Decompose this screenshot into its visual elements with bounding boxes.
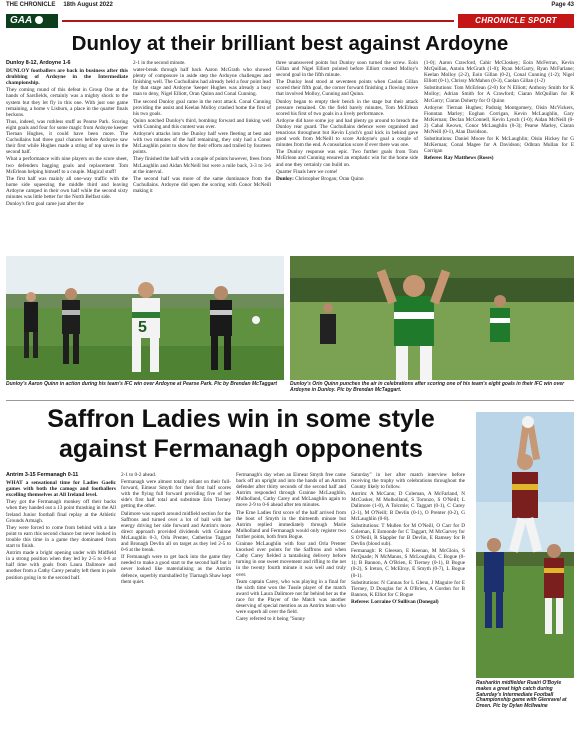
- story2-score-line: Antrim 3-15 Fermanagh 0-11: [6, 472, 79, 478]
- story2-lineup: Substitutions: N Cannas for L Glenn, J Maguire for E Tierney, D Douglas for A O'Brien, A Gordon for B Bannon, K Elliot for C Bogue: [351, 579, 465, 598]
- story1-paragraph: The second Dunloy goal came in the next attack. Conal Cunning providing the assist and Keelan Molloy crashed home the first of his two goals.: [133, 98, 271, 117]
- photo-dunloy-aaron-quinn: [6, 256, 284, 380]
- photo-dunloy-orin-quinn-image: [290, 256, 574, 380]
- photo-dunloy-orin-quinn: [290, 256, 574, 380]
- chronicle-sport-logo: CHRONICLE SPORT: [458, 14, 574, 28]
- ball-icon: [35, 16, 43, 24]
- story2-lineup: Antrim: A McCann; D Coleman, A McFarland, N McCusker, M Mulholland, S Toronzo, S O'Neill; L Dalimore (1-0), A Tolcmle; C Taggart (0-1), C Carey (2-1), M O'Neill; B Devlin (0-1), O Prenter (0-2), G McLaughlin (0-8).: [351, 491, 465, 522]
- story1-paragraph: Ardoyne's attacks into the Dunloy half were fleeting at best and with two minutes of the half remaining, they only had a Conor McLaughlin point to show for their efforts and trailed by fourteen points.: [133, 131, 271, 156]
- gaa-logo: GAA: [6, 14, 58, 28]
- story2-column-1: [6, 472, 116, 734]
- story2-paragraph: Grainne McLaughlin with four and Orla Prenter knocked over points for the Saffrons and when Cathy Carey fielded a tantalising delivery before turning in one sweet movement and rifling to the net in the twenty fourth minute it was well and truly over.: [236, 541, 346, 578]
- story2-lede: WHAT a sensational time for Ladies Gaelic games with both the camogs and footballers excelling themselves at All Ireland level.: [6, 480, 116, 499]
- story1-headline: Dunloy at their brilliant best against Ardoyne: [71, 32, 509, 55]
- story-divider: [6, 400, 574, 401]
- story1-column-3: [276, 60, 418, 252]
- photo-rasharkin-ruairi-oboyle: [476, 412, 574, 678]
- story1-paragraph: three unanswered points but Dunloy soon turned the screw. Eoin Gillan and Nigel Elliott pointed before Elliott created Molloy's second goal in the fifth minute.: [276, 60, 418, 79]
- story1-caption-left: Dunloy's Aaron Quinn in action during his team's IFC win over Ardoyne at Pearse Park. Pic by Brendan McTaggart: [6, 381, 278, 387]
- story2-column-2: [121, 472, 231, 734]
- story1-paragraph: Thus, indeed, was ruthless stuff as Pearse Park. Scoring eight goals and four for some magic from Ardoyne keeper Tiernan Hughes, it could have been more. The Cuchullains had three goal chances before Ardoyne saw their first while Hughes made a string of top saves in the second half.: [6, 118, 128, 156]
- story1-column-2: [133, 60, 271, 252]
- story2-column-3: [236, 472, 346, 734]
- paper-name: THE CHRONICLE: [6, 2, 56, 8]
- story1-lede: DUNLOY footballers are back in business after this drubbing of Ardoyne in the Intermediate championship.: [6, 68, 128, 87]
- story2-lineup: Fermanagh: R Gleeson, E Keenan, M McGloin, S McQuade; N McManus, S McLoughlin, C Bogue (0-1); B Bannon, A O'Brien, E Tierney (0-1), B Bogue (0-2), S Ireton, C McElroy, E Smyth (0-7), L Bogue (0-1).: [351, 548, 465, 579]
- story1-lineup: Substitutions: Tom McErlean (2-0) for N Elliott; Anthony Smith for K Molloy; Adrian Smith for A Crawford; Ciaran McQuillan for R McGarry; Ciaran Doherty for O Quinn: [424, 85, 574, 104]
- story2-paragraph: If Fermanagh were to get back into the game they needed to make a good start to the second half but it never looked like materialising as the Antrim defence, superbly marshalled by Tiarnagh Shaw kept them quiet.: [121, 554, 231, 585]
- story2-paragraph: Antrim made a bright opening under with Midfield in a strong position when they led by 2-5 to 0-6 at half time with goals from Laura Dalimore and another from a Cathy Carey penalty left them in pole position going in to the second half.: [6, 550, 116, 581]
- story1-score-line: Dunloy 8-12, Ardoyne 1-6: [6, 60, 71, 66]
- story1-paragraph: The first half was mainly all one-way traffic with the home side squeezing the middle third and leaving Ardoyne camped in their own half while the second sixty minutes was little better for the North Belfast side.: [6, 175, 128, 200]
- story1-paragraph: The Dunloy lead stood at seventeen points when Caolan Gillan scored their fifth goal, the corner forward finishing a flowing move that involved Molloy, Cunning and Quinn.: [276, 79, 418, 98]
- section-bar: [6, 14, 574, 28]
- photo-dunloy-aaron-quinn-image: [6, 256, 284, 380]
- story1-paragraph: Dunloy began to empty their bench in the stage but their attack pressure remained. On the field barely minutes, Tom McErlean scored his first of two goals in a lively performance.: [276, 98, 418, 117]
- photo-rasharkin-ruairi-oboyle-image: [476, 412, 574, 678]
- story1-paragraph: Ardoyne did have some joy and had plenty go around to breach the Dunloy rear guard. The Cuchullains defence were organised and tenacious throughout but Kevin Lynch's goal kick in behind gave good work from McNeill to score Ardoyne's goal a couple of minutes from the end. A consolation score if ever there was one.: [276, 117, 418, 149]
- story1-paragraph: What a performance with nine players on the score sheet, two defenders bagging goals and replacement Tom McErlean helping himself to a couple. Magical stuff!: [6, 156, 128, 175]
- story2-referee: Referee: Lorraine O'Sullivan (Donegal): [351, 598, 439, 605]
- story1-paragraph: 2-1 in the second minute.: [133, 60, 186, 66]
- story1-paragraph: The Dunloy response was epic. Two further goals from Tom McErlean and Cunning ensured an emphatic win for the home side and one they certainly can build on.: [276, 149, 418, 168]
- masthead: [6, 2, 574, 12]
- story1-paragraph: Quinn notched Dunloy's third, bombing forward and linking well with Cunning and this contest was over.: [133, 117, 271, 130]
- story2-paragraph: The Erne Ladies first score of the half arrived from the boot of Smyth in the thirteenth minute but Antrim replied immediately through Marie Mulholland and Fermanagh would only register two further points, both from Bogue.: [236, 509, 346, 540]
- story2-paragraph: Team captain Carey, who was playing in a final for the sixth time won the Tussle player of the match award with Laura Dalimore not far behind her as the race for the Player of the Match was another deserving of special mention as an Antrim team who were superb all over the field.: [236, 578, 346, 616]
- story1-paragraph: Dunloy's first goal came just after the: [6, 201, 84, 208]
- story2-lineup: Substitutions: T Mullen for M O'Neill, O Carr for D Coleman, E Esmonde for C Taggart, M McGarvey for S O'Neill, R Slappler for B Devlin, E Ramsey for B Devlin (blood sub).: [351, 522, 465, 548]
- story2-paragraph: Saturday" in her after match interview before receiving the trophy with celebrations throughout the County likely to follow.: [351, 472, 465, 491]
- story1-paragraph: water-break through half back Aaron McGrath who showed plenty of composure in aside step the Ardoyne challenges and finishing well. The Cuchullains had already held a four point lead by that stage and Ardoyne 'keeper Hughes was already a busy man to deny, Nigel Elliott, Oran Quinn and Conal Cunning.: [133, 67, 271, 98]
- story1-paragraph: They coming round of this defeat in Group One at the hands of Sarsfields, certainly was a mighty shock to the system but they let fly in this one. With just one game remaining, a home v Lisburn, a place in the quarter finals beckons.: [6, 87, 128, 118]
- story2-paragraph: They were forced to come from behind with a late point to earn this second chance but never looked in trouble this time in a game they dominated from start to finish.: [6, 524, 116, 550]
- section-rule: [62, 20, 454, 22]
- story2-paragraph: Fermanagh's day when an Eimear Smyth free came back off an upright and into the hands of an Antrim defender after thirty seconds of the second half and Antrim responded through Grainne McLaughlin, Mulholland, Cathy Carey and McLaughlin again to move 2-9 to 0-6 ahead after ten minutes.: [236, 472, 346, 509]
- story2-paragraph: They got the Fermanagh monkey off their backs when they handed out a 13 point thrashing in the All Ireland Junior football final replay at the Athletic Grounds Armagh.: [6, 499, 116, 524]
- story1-dunloy-team: Dunloy: Christopher Brogan; Oran Quinn: [276, 175, 364, 182]
- story1-referee: Referee: Ray Matthews (Roses): [424, 155, 494, 162]
- story2-caption: Rasharkin midfielder Ruairi O'Boyle makes a great high catch during Saturday's Intermediate Football Championship game with Glenravel at Dreen. Pic by Dylan McIlwaine: [476, 680, 567, 710]
- story1-paragraph: The second half was more of the same dominance from the Cuchullains. Ardoyne did open the scoring with Conor McNeill making it: [133, 175, 271, 194]
- story1-lineup: (1-0); Aaron Crawford, Cahir McCloskey; Eoin McFerran, Kevin McQuillan, Antoin McGrath (1-0); Ryan McGarry, Ryan McFarlane; Keelan Molloy (2-2), Eoin Gillan (0-2), Conal Cunning (1-2); Nigel Elliott (0-1), Chrissy McMahon (0-3), Caolan Gillan (1-2): [424, 60, 574, 85]
- story2-headline: Saffron Ladies win in some style against Fermanagh opponents: [47, 405, 435, 463]
- story2-paragraph: Dalimore was superb around midfield section for the Saffrons and turned over a lot of ball with her energy driving her side forward and Antrim's more direct approach provided dividends with Grainne McLaughlin 0-3, Orla Prenter, Catherine Taggart and Bronagh Devlin all on target as they led 2-5 to 0-6 at the break.: [121, 510, 231, 554]
- story1-caption-right: Dunloy's Orin Quinn punches the air in celebrations after scoring one of his team's eight goals in their IFC win over Ardoyne in Dunloy. Pic by Brendan McTaggart.: [290, 381, 565, 393]
- issue-date: 18th August 2022: [63, 2, 113, 8]
- story1-column-1: [6, 60, 128, 252]
- story1-column-4: [424, 60, 574, 252]
- story2-paragraph: 2-1 to 0-2 ahead.: [121, 472, 157, 478]
- story2-column-4: [351, 472, 465, 734]
- svg-text:5: 5: [138, 319, 147, 336]
- page-number: Page 43: [551, 2, 574, 8]
- story1-lineup: Substitutions: Daniel Moore for K McLaughlin; Oisin Hickey for G McKernan; Conal Magee for A Davidson; Odhran Mullan for E Corrigan: [424, 136, 574, 155]
- story2-paragraph: Carey referred to it being "Sunny: [236, 616, 306, 623]
- story1-paragraph: Quarter Finals here we come!: [276, 168, 338, 175]
- story1-paragraph: They finished the half with a couple of points however, frees from McLaughlin and Aidan McNeill but were a mile back, 3-3 to 3-6 at the interval.: [133, 156, 271, 175]
- story1-lineup: Ardoyne: Tiernan Hughes; Padraig Montgomery, Oisin McVickers, Fionntan Marley; Eoghan Corrigan, Kevin McLaughlin, Gary McKernan; Declan McConnell, Kevin Lynch (1-0); Aidan McNeill (0-2) Cahal Keown, Conor McLaughlin (0-3); Pearse Marley, Ciaran McNeill (0-1), Alan Davidson.: [424, 104, 574, 136]
- story2-paragraph: Fermanagh were almost totally reliant on their full-forward, Eimear Smyth for their first half scores with the flying full forward providing five of her side's first half total and substitute Erin Tierney getting the other.: [121, 479, 231, 510]
